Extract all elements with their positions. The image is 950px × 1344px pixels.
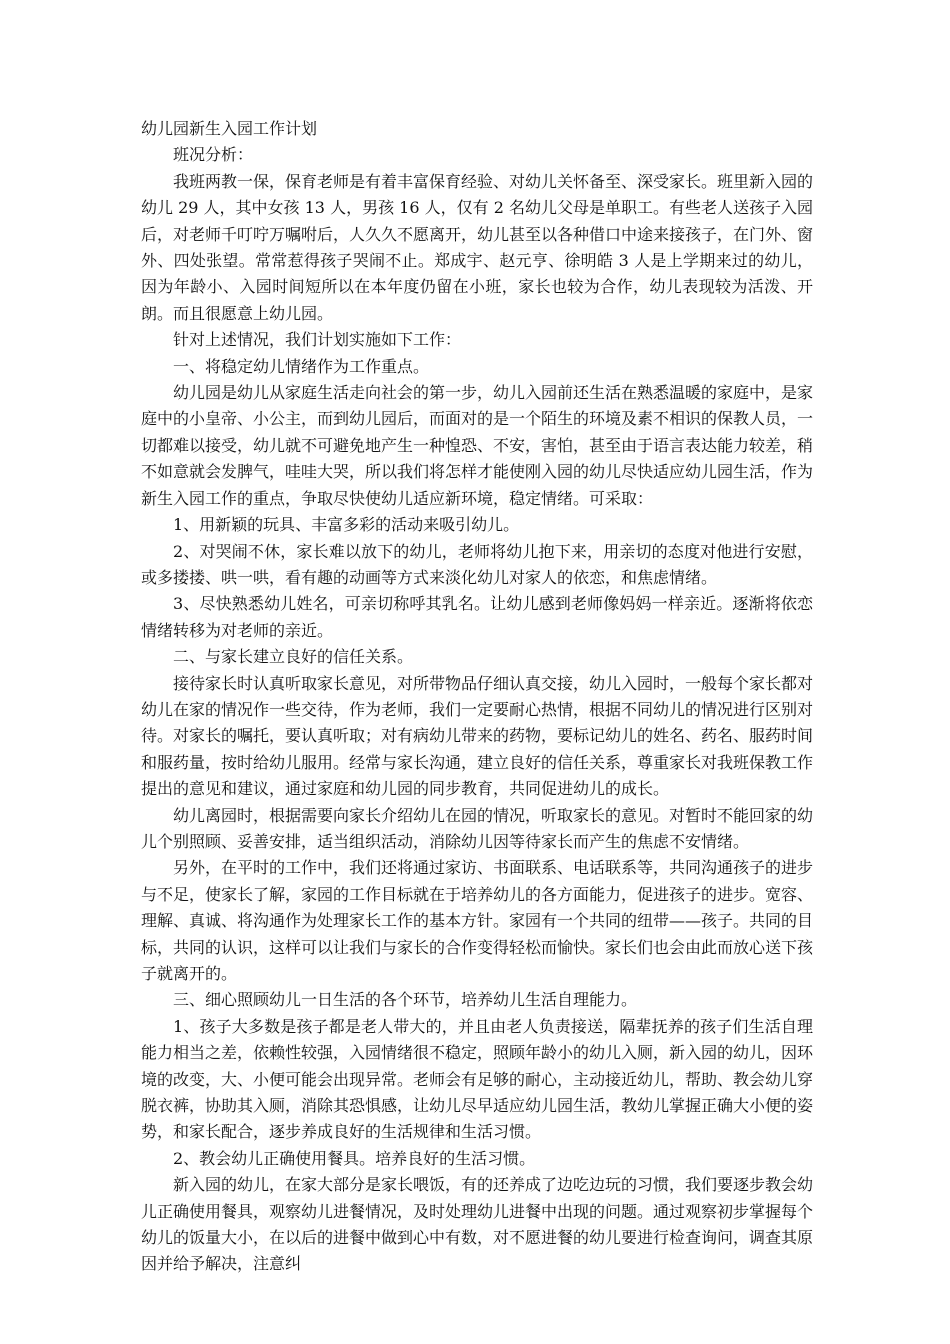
paragraph-class-analysis: 我班两教一保，保育老师是有着丰富保育经验、对幼儿关怀备至、深受家长。班里新入园的幼儿 29 人，其中女孩 13 人，男孩 16 人，仅有 2 名幼儿父母是单职工。有些老人送孩子入园后，对老师千叮咛万嘱咐后，人久久不愿离开，幼儿甚至以各种借口中途来接孩子，在门外、窗外、四处张望。常常惹得孩子哭闹不止。郑成宇、赵元亨、徐明皓 3 人是上学期来过的幼儿，因为年龄小、入园时间短所以在本年度仍留在小班，家长也较为合作，幼儿表现较为活泼、开朗。而且很愿意上幼儿园。 (141, 171, 814, 323)
document-body (141, 116, 813, 1278)
section-heading-3: 三、细心照顾幼儿一日生活的各个环节，培养幼儿生活自理能力。 (173, 990, 638, 1010)
section-heading-class-analysis: 班况分析： (173, 145, 254, 165)
paragraph-section-2c: 另外，在平时的工作中，我们还将通过家访、书面联系、电话联系等，共同沟通孩子的进步与不足，使家长了解，家园的工作目标就在于培养幼儿的各方面能力，促进孩子的进步。宽容、理解、真诚、将沟通作为处理家长工作的基本方针。家园有一个共同的纽带——孩子。共同的目标，共同的认识，这样可以让我们与家长的合作变得轻松而愉快。家长们也会由此而放心送下孩子就离开的。 (141, 858, 814, 983)
list-item-1-3: 3、尽快熟悉幼儿姓名，可亲切称呼其乳名。让幼儿感到老师像妈妈一样亲近。逐渐将依恋情绪转移为对老师的亲近。 (141, 594, 813, 640)
paragraph-section-1: 幼儿园是幼儿从家庭生活走向社会的第一步，幼儿入园前还生活在熟悉温暖的家庭中，是家庭中的小皇帝、小公主，而到幼儿园后，而面对的是一个陌生的环境及素不相识的保教人员，一切都难以接受，幼儿就不可避免地产生一种惶恐、不安，害怕，甚至由于语言表达能力较差，稍不如意就会发脾气，哇哇大哭，所以我们将怎样才能使刚入园的幼儿尽快适应幼儿园生活，作为新生入园工作的重点，争取尽快使幼儿适应新环境，稳定情绪。可采取： (141, 383, 814, 508)
paragraph-section-3-meals: 新入园的幼儿，在家大部分是家长喂饭，有的还养成了边吃边玩的习惯，我们要逐步教会幼儿正确使用餐具，观察幼儿进餐情况，及时处理幼儿进餐中出现的问题。通过观察初步掌握每个幼儿的饭量大小，在以后的进餐中做到心中有数，对不愿进餐的幼儿要进行检查询问，调查其原因并给予解决，注意纠 (141, 1175, 814, 1274)
document-title: 幼儿园新生入园工作计划 (141, 119, 318, 138)
paragraph-section-2b: 幼儿离园时，根据需要向家长介绍幼儿在园的情况，听取家长的意见。对暂时不能回家的幼儿个别照顾、妥善安排，适当组织活动，消除幼儿因等待家长而产生的焦虑不安情绪。 (141, 805, 814, 851)
paragraph-section-2a: 接待家长时认真听取家长意见，对所带物品仔细认真交接，幼儿入园时，一般每个家长都对幼儿在家的情况作一些交待，作为老师，我们一定要耐心热情，根据不同幼儿的情况进行区别对待。对家长的嘱托，要认真听取；对有病幼儿带来的药物，要标记幼儿的姓名、药名、服药时间和服药量，按时给幼儿服用。经常与家长沟通，建立良好的信任关系，尊重家长对我班保教工作提出的意见和建议，通过家庭和幼儿园的同步教育，共同促进幼儿的成长。 (141, 673, 814, 799)
section-heading-1: 一、将稳定幼儿情绪作为工作重点。 (173, 356, 430, 376)
section-heading-2: 二、与家长建立良好的信任关系。 (173, 647, 414, 667)
list-item-1-1: 1、用新颖的玩具、丰富多彩的活动来吸引幼儿。 (173, 515, 520, 535)
list-item-3-2: 2、教会幼儿正确使用餐具。培养良好的生活习惯。 (173, 1148, 536, 1168)
paragraph-plan-intro: 针对上述情况，我们计划实施如下工作： (173, 330, 462, 350)
list-item-1-2: 2、对哭闹不休，家长难以放下的幼儿，老师将幼儿抱下来，用亲切的态度对他进行安慰，或多搂搂、哄一哄，看有趣的动画等方式来淡化幼儿对家人的依恋，和焦虑情绪。 (141, 541, 813, 587)
list-item-3-1: 1、孩子大多数是孩子都是老人带大的，并且由老人负责接送，隔辈抚养的孩子们生活自理能力相当之差，依赖性较强，入园情绪很不稳定，照顾年龄小的幼儿入厕，新入园的幼儿，因环境的改变，大、小便可能会出现异常。老师会有足够的耐心，主动接近幼儿，帮助、教会幼儿穿脱衣裤，协助其入厕，消除其恐惧感，让幼儿尽早适应幼儿园生活，教幼儿掌握正确大小便的姿势，和家长配合，逐步养成良好的生活规律和生活习惯。 (141, 1016, 814, 1142)
